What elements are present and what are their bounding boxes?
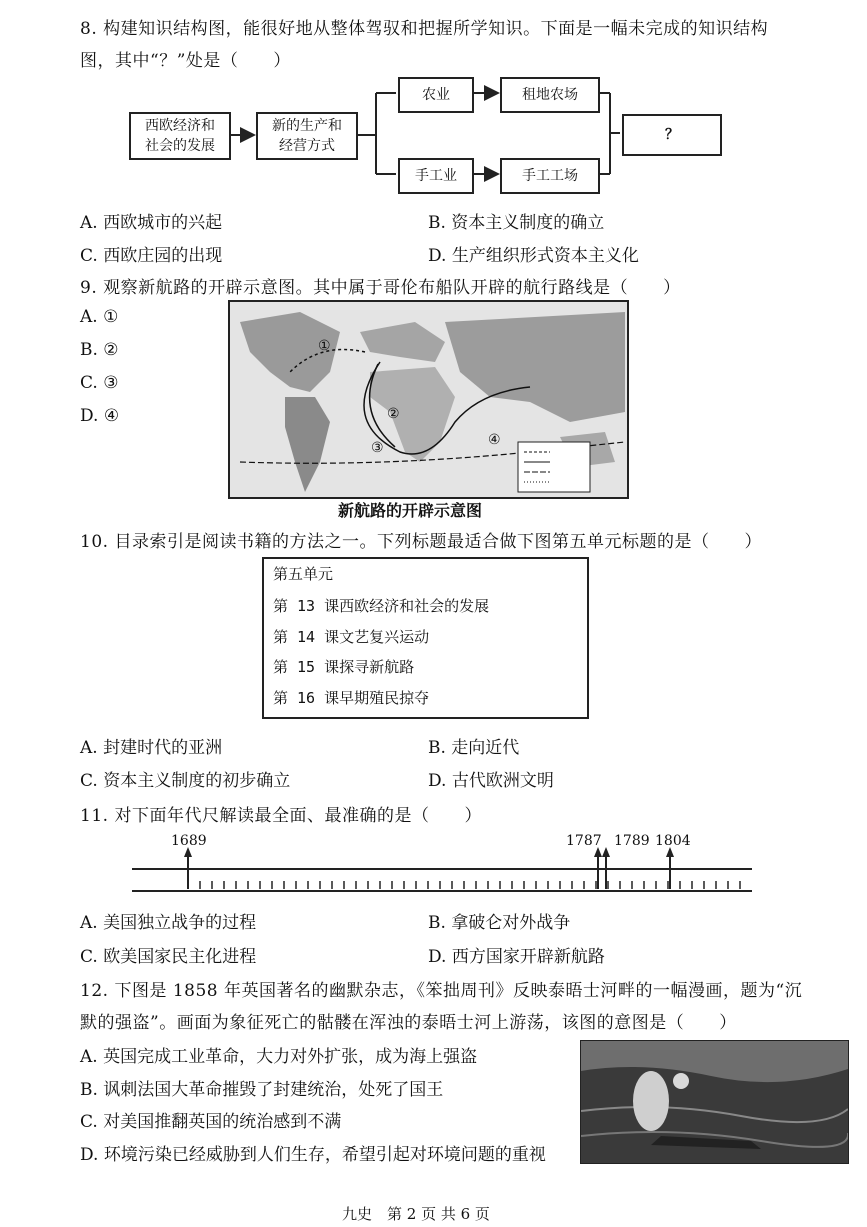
q9-option-c: C. ③ <box>80 373 119 393</box>
page-footer: 九史 第 2 页 共 6 页 <box>342 1205 490 1223</box>
q10-option-a: A. 封建时代的亚洲 <box>80 738 223 758</box>
q10-stem: 10. 目录索引是阅读书籍的方法之一。下列标题最适合做下图第五单元标题的是（ ） <box>80 532 762 552</box>
map-caption: 新航路的开辟示意图 <box>338 501 483 520</box>
year-1804: 1804 <box>655 833 691 849</box>
q10-option-b: B. 走向近代 <box>428 738 520 758</box>
toc-unit-title: 第五单元 <box>273 565 334 583</box>
q12-option-b: B. 讽刺法国大革命摧毁了封建统治，处死了国王 <box>80 1080 444 1100</box>
year-1787: 1787 <box>566 833 602 849</box>
route-marker-1: ① <box>318 338 331 354</box>
map-drawing <box>230 302 627 497</box>
year-arrowhead <box>602 847 610 857</box>
toc-item-15: 第 15 课探寻新航路 <box>273 658 415 676</box>
q8-option-b: B. 资本主义制度的确立 <box>428 213 605 233</box>
q11-stem: 11. 对下面年代尺解读最全面、最准确的是（ ） <box>80 806 482 826</box>
q9-option-d: D. ④ <box>80 406 120 426</box>
q8-stem-line1: 8. 构建知识结构图，能很好地从整体驾驭和把握所学知识。下面是一幅未完成的知识结构 <box>80 19 769 39</box>
diagram-box-west-europe: 西欧经济和 社会的发展 <box>129 112 231 160</box>
q10-option-d: D. 古代欧洲文明 <box>428 771 554 791</box>
timeline-drawing <box>0 825 867 895</box>
year-1689: 1689 <box>171 833 207 849</box>
q12-option-c: C. 对美国推翻英国的统治感到不满 <box>80 1112 342 1132</box>
q12-option-a: A. 英国完成工业革命，大力对外扩张，成为海上强盗 <box>80 1047 478 1067</box>
diagram-box-workshop: 手工工场 <box>500 158 600 194</box>
q8-option-a: A. 西欧城市的兴起 <box>80 213 223 233</box>
toc-item-14: 第 14 课文艺复兴运动 <box>273 628 430 646</box>
cartoon-drawing <box>581 1041 848 1163</box>
q11-option-c: C. 欧美国家民主化进程 <box>80 947 257 967</box>
toc-item-13: 第 13 课西欧经济和社会的发展 <box>273 597 490 615</box>
new-route-map <box>228 300 629 499</box>
q11-option-b: B. 拿破仑对外战争 <box>428 913 571 933</box>
toc-item-16: 第 16 课早期殖民掠夺 <box>273 689 430 707</box>
route-marker-3: ③ <box>371 440 384 456</box>
route-marker-2: ② <box>387 406 400 422</box>
q9-stem: 9. 观察新航路的开辟示意图。其中属于哥伦布船队开辟的航行路线是（ ） <box>80 278 681 298</box>
q12-stem-line1: 12. 下图是 1858 年英国著名的幽默杂志，《笨拙周刊》反映泰晤士河畔的一幅漫画，题为“沉 <box>80 981 803 1001</box>
q12-stem-line2: 默的强盗”。画面为象征死亡的骷髅在浑浊的泰晤士河上游荡，该图的意图是（ ） <box>80 1013 737 1033</box>
q10-option-c: C. 资本主义制度的初步确立 <box>80 771 291 791</box>
q9-option-a: A. ① <box>80 307 119 327</box>
diagram-box-unknown: ？ <box>622 114 722 156</box>
diagram-box-rent-farm: 租地农场 <box>500 77 600 113</box>
diagram-box-agriculture: 农业 <box>398 77 474 113</box>
route-marker-4: ④ <box>488 432 501 448</box>
table-of-contents <box>262 557 589 719</box>
cartoon-image <box>580 1040 849 1164</box>
diagram-arrows <box>0 0 867 220</box>
diagram-box-new-production: 新的生产和 经营方式 <box>256 112 358 160</box>
q11-option-a: A. 美国独立战争的过程 <box>80 913 257 933</box>
q8-option-d: D. 生产组织形式资本主义化 <box>428 246 639 266</box>
q8-stem-line2: 图，其中“？”处是（ ） <box>80 51 291 71</box>
q8-option-c: C. 西欧庄园的出现 <box>80 246 223 266</box>
q11-option-d: D. 西方国家开辟新航路 <box>428 947 605 967</box>
q9-option-b: B. ② <box>80 340 119 360</box>
diagram-box-handicraft: 手工业 <box>398 158 474 194</box>
year-1789: 1789 <box>614 833 650 849</box>
q12-option-d: D. 环境污染已经威胁到人们生存，希望引起对环境问题的重视 <box>80 1145 546 1165</box>
